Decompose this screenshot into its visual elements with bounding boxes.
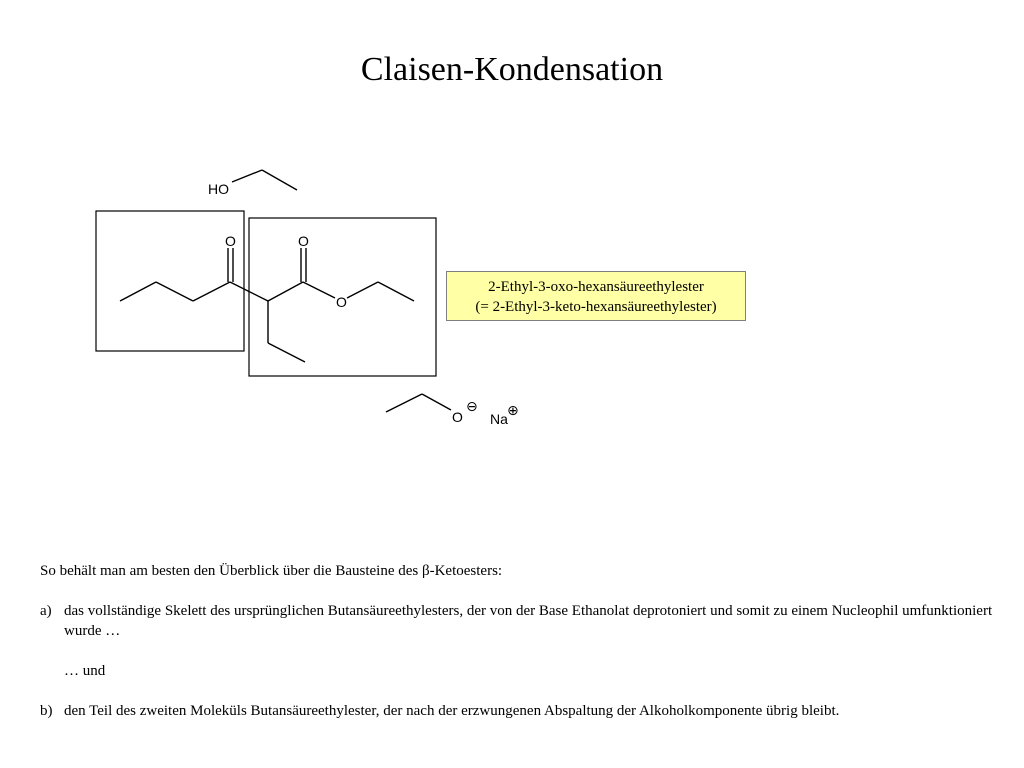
item-b (40, 701, 1000, 721)
ethanol-molecule (232, 170, 297, 190)
compound-name-line1: 2-Ethyl-3-oxo-hexansäureethylester (488, 279, 704, 295)
und-text: … und (64, 663, 106, 679)
page-title: Claisen-Kondensation (360, 51, 664, 88)
item-a (40, 601, 1000, 641)
ester-carbonyl-oxygen-label: O (298, 233, 309, 249)
negative-charge-icon: ⊖ (466, 398, 478, 414)
explanation-text (40, 561, 1000, 721)
item-a-marker: a) (40, 603, 52, 619)
ethanolate-oxygen-label: O (452, 409, 463, 425)
ethanol-ho-label: HO (208, 181, 229, 197)
ketone-oxygen-label: O (225, 233, 236, 249)
item-b-text: den Teil des zweiten Moleküls Butansäureethylester, der nach der erzwungenen Abspaltung der Alkoholkomponente übrig bleibt. (64, 703, 840, 719)
intro-text: So behält man am besten den Überblick über die Bausteine des β-Ketoesters: (40, 563, 503, 579)
compound-name-line2: (= 2-Ethyl-3-keto-hexansäureethylester) (475, 299, 717, 315)
box-first-building-block (96, 211, 244, 351)
compound-name-box (446, 271, 746, 321)
sodium-ethanolate-bonds (386, 394, 451, 412)
ester-oxygen-label: O (336, 294, 347, 310)
positive-charge-icon: ⊕ (507, 402, 519, 418)
item-a-text: das vollständige Skelett des ursprünglichen Butansäureethylesters, der von der Base Ethanolat deprotoniert und somit zu einem Nucleophil umfunktioniert wurde … (64, 603, 993, 639)
sodium-label: Na (490, 411, 508, 427)
item-b-marker: b) (40, 703, 53, 719)
beta-ketoester-bonds (120, 248, 414, 362)
